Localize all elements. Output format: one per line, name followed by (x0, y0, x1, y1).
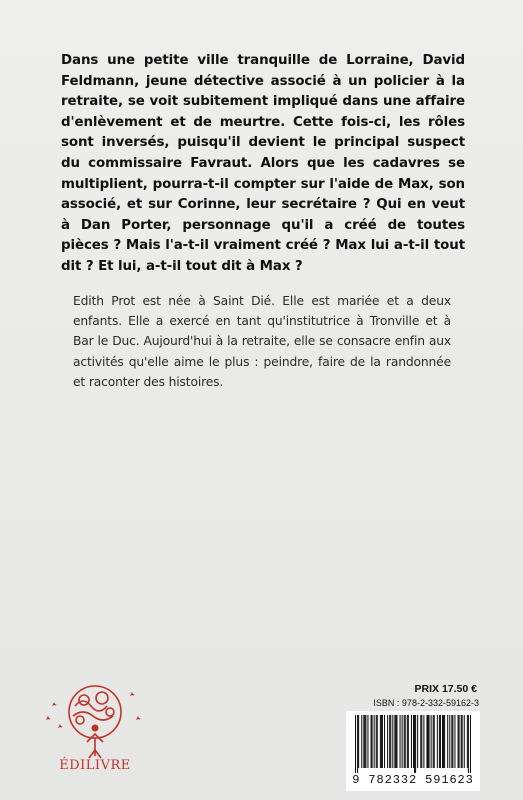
barcode-bar (420, 715, 421, 768)
barcode-bar (470, 715, 471, 773)
synopsis-text: Dans une petite ville tranquille de Lorraine, David Feldmann, jeune détective associé à un policier à la retraite, se voit subitement impliqué dans une affaire d'enlèvement et de meurtre. Cette fois-ci, les rôles sont inversés, puisqu'il devient le principal suspect du commissaire Favraut. Alors que les cadavres se multiplient, pourra-t-il compter sur l'aide de Max, son associé, et sur Corinne, leur secrétaire ? Qui en veut à Dan Porter, personnage qu'il a créé de toutes pièces ? Mais l'a-t-il vraiment créé ? Max lui a-t-il tout dit ? Et lui, a-t-il tout dit à Max ? (61, 53, 465, 274)
barcode-bar (400, 715, 401, 768)
barcode-bar (440, 715, 441, 768)
barcode-bars (355, 715, 471, 773)
barcode-bar (355, 715, 356, 773)
author-bio: Edith Prot est née à Saint Dié. Elle est mariée et a deux enfants. Elle a exercé en tant qu'institutrice à Tronville et à Bar le Duc. Aujourd'hui à la retraite, elle se consacre enfin aux activités qu'elle aime le plus : peindre, faire de la randonnée et raconter des histoires. (73, 294, 451, 389)
barcode-bar (387, 715, 388, 768)
barcode-bar (449, 715, 450, 768)
barcode-bar (371, 715, 372, 768)
barcode (346, 711, 480, 791)
barcode-bar (468, 715, 469, 773)
barcode-bar (443, 715, 444, 768)
barcode-bar (374, 715, 375, 768)
barcode-bar (459, 715, 460, 768)
barcode-bar (461, 715, 462, 768)
barcode-bar (411, 715, 412, 768)
publisher-name: ÉDILIVRE (59, 758, 131, 773)
barcode-bar (408, 715, 409, 768)
barcode-bar (365, 715, 366, 768)
barcode-bar (404, 715, 405, 768)
barcode-bar (402, 715, 403, 768)
barcode-bar (464, 715, 465, 768)
barcode-bar (452, 715, 453, 768)
barcode-digits: 9 782332 591623 (352, 773, 474, 787)
barcode-bar (415, 715, 416, 773)
barcode-bar (458, 715, 459, 768)
barcode-bar (364, 715, 365, 768)
barcode-bar (426, 715, 427, 768)
barcode-bar (389, 715, 390, 768)
barcode-bar (392, 715, 393, 768)
barcode-bar (444, 715, 445, 768)
barcode-bar (437, 715, 438, 768)
barcode-bar (454, 715, 455, 768)
barcode-bar (429, 715, 430, 768)
barcode-bar (357, 715, 358, 773)
barcode-bar (381, 715, 382, 768)
barcode-bar (384, 715, 385, 768)
barcode-bar (358, 715, 359, 768)
barcode-bar (394, 715, 395, 768)
barcode-bar (390, 715, 391, 768)
barcode-bar (395, 715, 396, 768)
barcode-bar (423, 715, 424, 768)
barcode-bar (447, 715, 448, 768)
barcode-bar (413, 715, 414, 768)
barcode-bar (376, 715, 377, 768)
barcode-bar (428, 715, 429, 768)
barcode-bar (405, 715, 406, 768)
barcode-bar (396, 715, 397, 768)
tree-person-icon (40, 676, 150, 762)
barcode-bar (377, 715, 378, 768)
barcode-bar (442, 715, 443, 768)
barcode-bar (451, 715, 452, 768)
barcode-bar (421, 715, 422, 768)
barcode-bar (363, 715, 364, 768)
price-label: PRIX 17.50 € (414, 683, 477, 695)
barcode-bar (439, 715, 440, 768)
barcode-bar (431, 715, 432, 768)
barcode-bar (462, 715, 463, 768)
isbn-label: ISBN : 978-2-332-59162-3 (373, 698, 479, 708)
barcode-bar (434, 715, 435, 768)
barcode-bar (372, 715, 373, 768)
barcode-bar (433, 715, 434, 768)
barcode-bar (367, 715, 368, 768)
barcode-bar (380, 715, 381, 768)
barcode-bar (417, 715, 418, 768)
barcode-bar (407, 715, 408, 768)
barcode-bar (467, 715, 468, 768)
barcode-bar (382, 715, 383, 768)
publisher-logo (40, 676, 150, 786)
barcode-bar (361, 715, 362, 768)
barcode-bar (414, 715, 415, 773)
